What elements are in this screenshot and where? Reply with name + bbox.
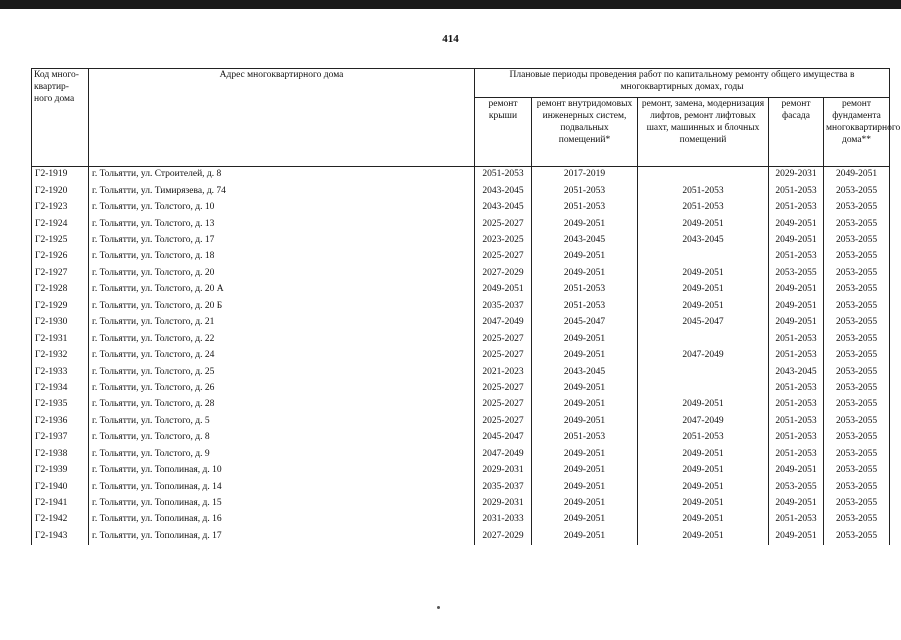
cell-lifts (638, 364, 769, 380)
cell-roof: 2035-2037 (475, 299, 532, 315)
cell-systems: 2051-2053 (532, 299, 638, 315)
table-row (32, 364, 890, 380)
cell-systems: 2049-2051 (532, 266, 638, 282)
cell-foundation: 2053-2055 (824, 512, 890, 528)
cell-foundation: 2053-2055 (824, 348, 890, 364)
table-row (32, 397, 890, 413)
header-facade: ремонт фасада (769, 98, 824, 167)
table-row (32, 414, 890, 430)
table-row (32, 348, 890, 364)
cell-address: г. Тольятти, ул. Толстого, д. 20 (89, 266, 475, 282)
scan-speck (437, 606, 440, 609)
cell-roof: 2029-2031 (475, 463, 532, 479)
cell-foundation: 2053-2055 (824, 266, 890, 282)
cell-systems: 2049-2051 (532, 216, 638, 232)
cell-lifts: 2051-2053 (638, 183, 769, 199)
cell-roof: 2025-2027 (475, 414, 532, 430)
cell-systems: 2043-2045 (532, 233, 638, 249)
cell-code: Г2-1942 (32, 512, 89, 528)
cell-address: г. Тольятти, ул. Толстого, д. 25 (89, 364, 475, 380)
cell-facade: 2051-2053 (769, 200, 824, 216)
cell-facade: 2049-2051 (769, 233, 824, 249)
cell-foundation: 2053-2055 (824, 364, 890, 380)
cell-lifts: 2049-2051 (638, 397, 769, 413)
cell-facade: 2051-2053 (769, 348, 824, 364)
table-row (32, 315, 890, 331)
header-lifts: ремонт, замена, модернизация лифтов, ремонт лифтовых шахт, машинных и блочных помещений (638, 98, 769, 167)
table-row (32, 266, 890, 282)
cell-systems: 2049-2051 (532, 512, 638, 528)
cell-facade: 2051-2053 (769, 397, 824, 413)
cell-facade: 2051-2053 (769, 414, 824, 430)
cell-roof: 2027-2029 (475, 529, 532, 545)
cell-lifts (638, 249, 769, 265)
cell-code: Г2-1929 (32, 299, 89, 315)
cell-address: г. Тольятти, ул. Толстого, д. 10 (89, 200, 475, 216)
cell-facade: 2049-2051 (769, 496, 824, 512)
cell-facade: 2049-2051 (769, 282, 824, 298)
cell-facade: 2051-2053 (769, 512, 824, 528)
cell-lifts: 2051-2053 (638, 200, 769, 216)
cell-lifts: 2049-2051 (638, 479, 769, 495)
table-row (32, 216, 890, 232)
cell-systems: 2049-2051 (532, 496, 638, 512)
cell-address: г. Тольятти, ул. Толстого, д. 8 (89, 430, 475, 446)
cell-foundation: 2053-2055 (824, 315, 890, 331)
cell-code: Г2-1934 (32, 381, 89, 397)
header-periods: Плановые периоды проведения работ по капитальному ремонту общего имущества в многоквартирных домах, годы (475, 69, 890, 98)
table-row (32, 331, 890, 347)
cell-facade: 2051-2053 (769, 381, 824, 397)
table-row (32, 249, 890, 265)
cell-roof: 2025-2027 (475, 381, 532, 397)
cell-foundation: 2049-2051 (824, 167, 890, 184)
cell-foundation: 2053-2055 (824, 233, 890, 249)
header-code: Код много-квартир-ного дома (32, 69, 89, 167)
cell-foundation: 2053-2055 (824, 249, 890, 265)
cell-lifts: 2049-2051 (638, 512, 769, 528)
cell-foundation: 2053-2055 (824, 183, 890, 199)
cell-foundation: 2053-2055 (824, 397, 890, 413)
cell-facade: 2051-2053 (769, 430, 824, 446)
cell-foundation: 2053-2055 (824, 200, 890, 216)
cell-address: г. Тольятти, ул. Толстого, д. 13 (89, 216, 475, 232)
table-row (32, 381, 890, 397)
cell-address: г. Тольятти, ул. Строителей, д. 8 (89, 167, 475, 184)
cell-systems: 2049-2051 (532, 414, 638, 430)
cell-roof: 2051-2053 (475, 167, 532, 184)
cell-facade: 2043-2045 (769, 364, 824, 380)
cell-address: г. Тольятти, ул. Толстого, д. 17 (89, 233, 475, 249)
cell-roof: 2047-2049 (475, 446, 532, 462)
cell-roof: 2025-2027 (475, 249, 532, 265)
cell-code: Г2-1940 (32, 479, 89, 495)
cell-roof: 2035-2037 (475, 479, 532, 495)
cell-facade: 2029-2031 (769, 167, 824, 184)
cell-lifts: 2045-2047 (638, 315, 769, 331)
page-number: 414 (442, 33, 459, 45)
cell-address: г. Тольятти, ул. Толстого, д. 9 (89, 446, 475, 462)
cell-lifts: 2049-2051 (638, 216, 769, 232)
cell-facade: 2051-2053 (769, 446, 824, 462)
cell-systems: 2049-2051 (532, 348, 638, 364)
cell-systems: 2043-2045 (532, 364, 638, 380)
table-row (32, 512, 890, 528)
cell-foundation: 2053-2055 (824, 430, 890, 446)
cell-roof: 2031-2033 (475, 512, 532, 528)
cell-address: г. Тольятти, ул. Толстого, д. 28 (89, 397, 475, 413)
cell-roof: 2043-2045 (475, 183, 532, 199)
table-row (32, 167, 890, 184)
cell-roof: 2025-2027 (475, 348, 532, 364)
cell-roof: 2023-2025 (475, 233, 532, 249)
cell-systems: 2051-2053 (532, 183, 638, 199)
cell-address: г. Тольятти, ул. Тополиная, д. 10 (89, 463, 475, 479)
cell-roof: 2025-2027 (475, 397, 532, 413)
cell-systems: 2045-2047 (532, 315, 638, 331)
scan-top-border (0, 0, 901, 9)
cell-lifts: 2047-2049 (638, 348, 769, 364)
cell-foundation: 2053-2055 (824, 282, 890, 298)
cell-systems: 2049-2051 (532, 331, 638, 347)
cell-roof: 2047-2049 (475, 315, 532, 331)
cell-foundation: 2053-2055 (824, 414, 890, 430)
cell-roof: 2049-2051 (475, 282, 532, 298)
table-row (32, 233, 890, 249)
cell-roof: 2021-2023 (475, 364, 532, 380)
cell-address: г. Тольятти, ул. Толстого, д. 20 Б (89, 299, 475, 315)
table-row (32, 183, 890, 199)
cell-code: Г2-1936 (32, 414, 89, 430)
cell-systems: 2049-2051 (532, 479, 638, 495)
cell-systems: 2049-2051 (532, 463, 638, 479)
cell-systems: 2051-2053 (532, 200, 638, 216)
cell-lifts: 2049-2051 (638, 446, 769, 462)
cell-systems: 2049-2051 (532, 397, 638, 413)
cell-code: Г2-1923 (32, 200, 89, 216)
cell-roof: 2027-2029 (475, 266, 532, 282)
cell-code: Г2-1925 (32, 233, 89, 249)
cell-lifts (638, 381, 769, 397)
cell-address: г. Тольятти, ул. Тополиная, д. 14 (89, 479, 475, 495)
cell-address: г. Тольятти, ул. Тополиная, д. 16 (89, 512, 475, 528)
cell-lifts: 2049-2051 (638, 282, 769, 298)
cell-code: Г2-1919 (32, 167, 89, 184)
table-row (32, 529, 890, 545)
cell-lifts: 2049-2051 (638, 299, 769, 315)
cell-foundation: 2053-2055 (824, 299, 890, 315)
cell-foundation: 2053-2055 (824, 216, 890, 232)
cell-address: г. Тольятти, ул. Толстого, д. 20 А (89, 282, 475, 298)
cell-facade: 2049-2051 (769, 529, 824, 545)
cell-code: Г2-1920 (32, 183, 89, 199)
cell-code: Г2-1935 (32, 397, 89, 413)
cell-foundation: 2053-2055 (824, 446, 890, 462)
cell-address: г. Тольятти, ул. Толстого, д. 21 (89, 315, 475, 331)
repair-schedule-table (31, 68, 901, 545)
cell-systems: 2017-2019 (532, 167, 638, 184)
cell-lifts: 2043-2045 (638, 233, 769, 249)
cell-lifts: 2047-2049 (638, 414, 769, 430)
header-roof: ремонт крыши (475, 98, 532, 167)
cell-address: г. Тольятти, ул. Толстого, д. 22 (89, 331, 475, 347)
cell-code: Г2-1933 (32, 364, 89, 380)
cell-facade: 2049-2051 (769, 216, 824, 232)
cell-systems: 2049-2051 (532, 249, 638, 265)
cell-systems: 2051-2053 (532, 282, 638, 298)
table-row (32, 463, 890, 479)
table-row (32, 430, 890, 446)
table-body (32, 167, 890, 546)
cell-roof: 2025-2027 (475, 331, 532, 347)
cell-systems: 2049-2051 (532, 381, 638, 397)
cell-lifts: 2051-2053 (638, 430, 769, 446)
cell-lifts (638, 331, 769, 347)
cell-code: Г2-1924 (32, 216, 89, 232)
cell-facade: 2049-2051 (769, 463, 824, 479)
cell-code: Г2-1941 (32, 496, 89, 512)
cell-code: Г2-1927 (32, 266, 89, 282)
cell-facade: 2051-2053 (769, 249, 824, 265)
cell-foundation: 2053-2055 (824, 381, 890, 397)
cell-facade: 2051-2053 (769, 331, 824, 347)
cell-foundation: 2053-2055 (824, 463, 890, 479)
cell-code: Г2-1932 (32, 348, 89, 364)
cell-systems: 2049-2051 (532, 529, 638, 545)
cell-code: Г2-1943 (32, 529, 89, 545)
cell-code: Г2-1926 (32, 249, 89, 265)
table-row (32, 496, 890, 512)
cell-address: г. Тольятти, ул. Тимирязева, д. 74 (89, 183, 475, 199)
cell-foundation: 2053-2055 (824, 479, 890, 495)
cell-code: Г2-1928 (32, 282, 89, 298)
header-address: Адрес многоквартирного дома (89, 69, 475, 167)
cell-facade: 2051-2053 (769, 183, 824, 199)
cell-code: Г2-1937 (32, 430, 89, 446)
header-systems: ремонт внутридомовых инженерных систем, подвальных помещений* (532, 98, 638, 167)
cell-address: г. Тольятти, ул. Толстого, д. 18 (89, 249, 475, 265)
cell-foundation: 2053-2055 (824, 496, 890, 512)
table-row (32, 282, 890, 298)
cell-lifts (638, 167, 769, 184)
cell-lifts: 2049-2051 (638, 529, 769, 545)
cell-roof: 2045-2047 (475, 430, 532, 446)
cell-lifts: 2049-2051 (638, 266, 769, 282)
cell-code: Г2-1930 (32, 315, 89, 331)
cell-roof: 2025-2027 (475, 216, 532, 232)
cell-foundation: 2053-2055 (824, 331, 890, 347)
cell-facade: 2053-2055 (769, 479, 824, 495)
cell-address: г. Тольятти, ул. Толстого, д. 5 (89, 414, 475, 430)
cell-facade: 2053-2055 (769, 266, 824, 282)
cell-roof: 2043-2045 (475, 200, 532, 216)
cell-facade: 2049-2051 (769, 315, 824, 331)
cell-code: Г2-1939 (32, 463, 89, 479)
table-row (32, 446, 890, 462)
cell-code: Г2-1931 (32, 331, 89, 347)
table-row (32, 299, 890, 315)
cell-address: г. Тольятти, ул. Толстого, д. 24 (89, 348, 475, 364)
cell-roof: 2029-2031 (475, 496, 532, 512)
cell-address: г. Тольятти, ул. Толстого, д. 26 (89, 381, 475, 397)
cell-lifts: 2049-2051 (638, 496, 769, 512)
cell-facade: 2049-2051 (769, 299, 824, 315)
cell-systems: 2051-2053 (532, 430, 638, 446)
header-foundation: ремонт фундамента многоквартирного дома** (824, 98, 890, 167)
cell-address: г. Тольятти, ул. Тополиная, д. 15 (89, 496, 475, 512)
table-row (32, 200, 890, 216)
cell-systems: 2049-2051 (532, 446, 638, 462)
table-row (32, 479, 890, 495)
cell-foundation: 2053-2055 (824, 529, 890, 545)
cell-address: г. Тольятти, ул. Тополиная, д. 17 (89, 529, 475, 545)
cell-code: Г2-1938 (32, 446, 89, 462)
cell-lifts: 2049-2051 (638, 463, 769, 479)
